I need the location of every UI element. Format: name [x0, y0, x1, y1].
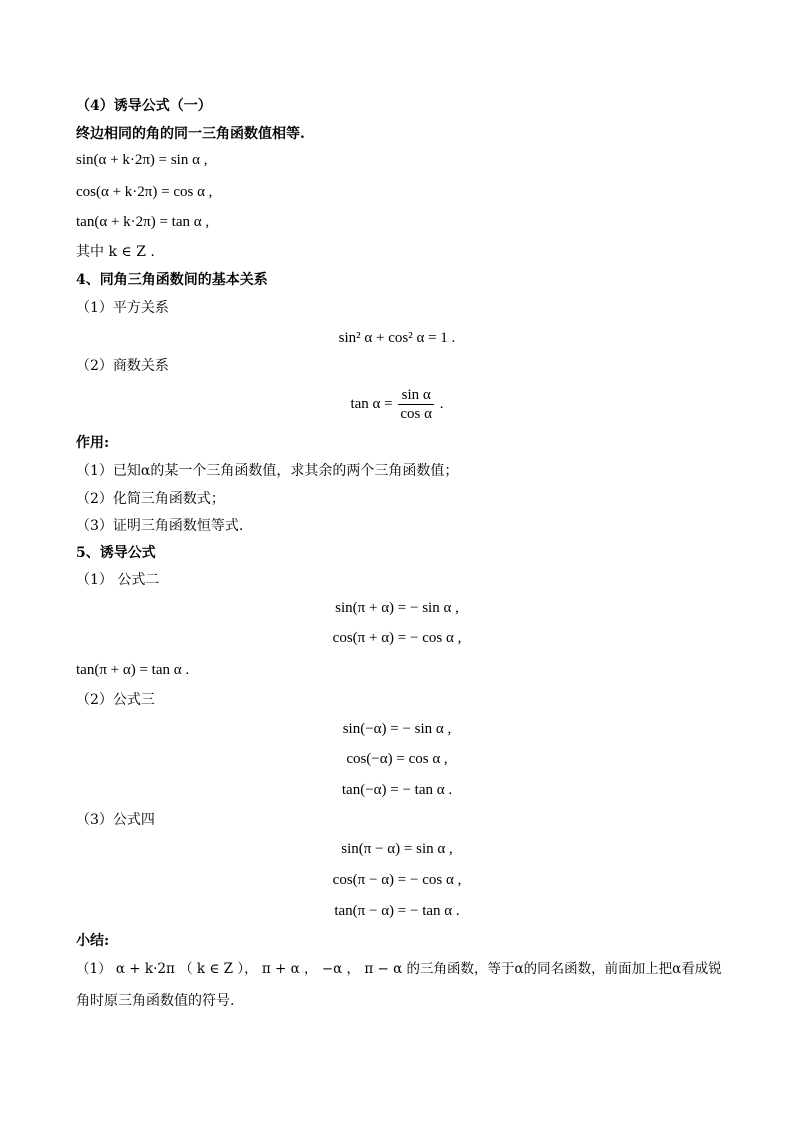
heading-induction-formulas: 5、诱导公式: [76, 545, 156, 561]
heading-formula-1: （4）诱导公式（一）: [76, 98, 212, 114]
formula-pythagorean: sin² α + cos² α = 1 .: [338, 330, 456, 346]
quotient-denominator: cos α: [400, 406, 432, 423]
formula-3-sin: sin(−α) = − sin α ,: [342, 721, 452, 737]
quotient-fraction: [398, 386, 434, 423]
summary-line-1: （1） α + k·2π （ k ∈ Z ）， π + α ， −α ， π − α 的三角函数，等于α的同名函数，前面加上把α看成锐: [76, 961, 722, 977]
heading-formula-3: （2）公式三: [76, 692, 155, 708]
formula-3-cos: cos(−α) = cos α ,: [346, 751, 448, 767]
formula-2-sin: sin(π + α) = − sin α ,: [335, 600, 459, 616]
heading-quotient-relation: （2）商数关系: [76, 358, 169, 374]
formula-tan-coterminal: tan(α + k·2π) = tan α ,: [76, 214, 210, 230]
formula-4-tan: tan(π − α) = − tan α .: [334, 903, 460, 919]
formula-2-cos: cos(π + α) = − cos α ,: [332, 630, 462, 646]
heading-summary: 小结:: [76, 933, 110, 949]
where-k-integer: 其中 k ∈ Z .: [76, 244, 155, 260]
quotient-end: .: [439, 396, 444, 412]
use-item-3: （3）证明三角函数恒等式.: [76, 518, 244, 534]
formula-quotient: [0, 386, 794, 423]
use-item-1: （1）已知α的某一个三角函数值，求其余的两个三角函数值；: [76, 463, 459, 479]
formula-cos-coterminal: cos(α + k·2π) = cos α ,: [76, 184, 213, 200]
quotient-numerator: sin α: [398, 386, 434, 405]
formula-sin-coterminal: sin(α + k·2π) = sin α ,: [76, 152, 208, 168]
use-item-2: （2）化简三角函数式；: [76, 491, 225, 507]
statement-coterminal: 终边相同的角的同一三角函数值相等.: [76, 126, 305, 142]
formula-4-sin: sin(π − α) = sin α ,: [341, 841, 453, 857]
heading-square-relation: （1）平方关系: [76, 300, 169, 316]
heading-uses: 作用:: [76, 435, 110, 451]
heading-formula-2: （1） 公式二: [76, 572, 160, 588]
formula-2-tan: tan(π + α) = tan α .: [76, 662, 190, 678]
heading-formula-4: （3）公式四: [76, 812, 155, 828]
summary-line-2: 角时原三角函数值的符号.: [76, 993, 235, 1009]
formula-3-tan: tan(−α) = − tan α .: [341, 782, 453, 798]
heading-basic-relations: 4、同角三角函数间的基本关系: [76, 272, 268, 288]
formula-4-cos: cos(π − α) = − cos α ,: [332, 872, 462, 888]
quotient-lhs: tan α =: [350, 396, 393, 412]
